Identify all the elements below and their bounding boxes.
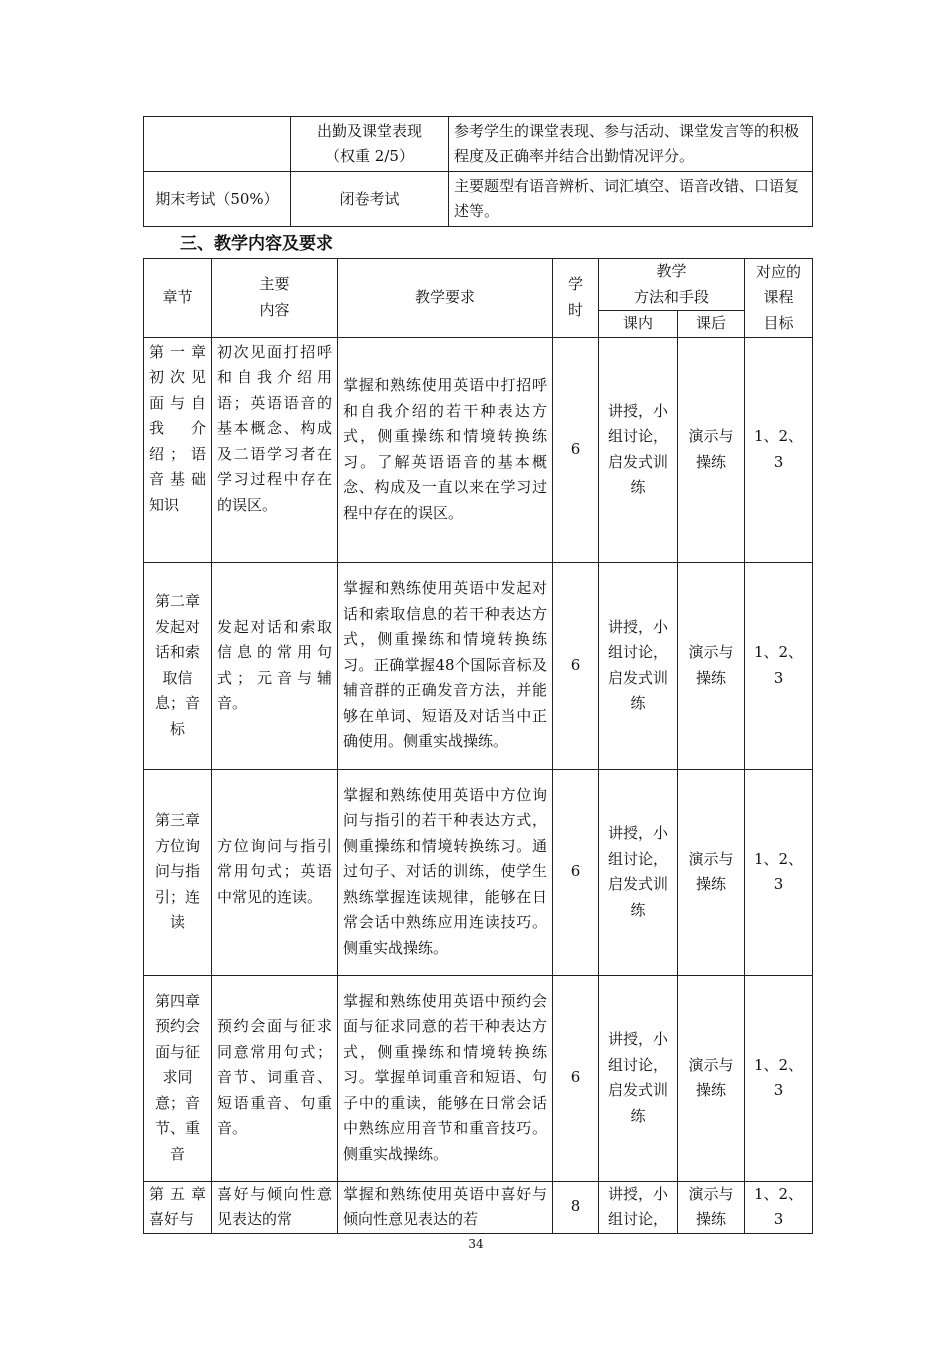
header-line: 教学 (656, 262, 687, 280)
header-line: 时 (567, 300, 583, 319)
table-row (144, 562, 813, 769)
after-class-cell: 演示与操练 (678, 562, 745, 769)
table-row (144, 769, 813, 975)
content-cell: 预约会面与征求同意常用句式；音节、词重音、短语重音、句重音。 (212, 975, 338, 1181)
chapter-cell: 第三章方位询问与指引；连读 (144, 769, 212, 975)
table-row (144, 1181, 813, 1233)
assessment-method: 闭卷考试 (291, 172, 449, 227)
header-row (144, 259, 813, 311)
assessment-table (143, 116, 813, 227)
chapter-cell: 第一章初次见面与自我介绍；语音基础知识 (144, 337, 212, 562)
method-line: 出勤及课堂表现 (316, 122, 422, 140)
objectives-cell: 1、2、3 (745, 975, 813, 1181)
hours-cell: 6 (553, 769, 599, 975)
after-class-cell: 演示与操练 (678, 337, 745, 562)
header-line: 主要 (259, 275, 290, 294)
assessment-description: 参考学生的课堂表现、参与活动、课堂发言等的积极程度及正确率并结合出勤情况评分。 (449, 117, 813, 172)
header-hours (553, 259, 599, 338)
header-in-class: 课内 (599, 311, 678, 338)
header-after-class: 课后 (678, 311, 745, 338)
in-class-cell: 讲授，小组讨论，启发式训练 (599, 769, 678, 975)
objectives-cell: 1、2、3 (745, 337, 813, 562)
method-line: （权重 2/5） (325, 147, 414, 165)
teaching-content-table (143, 258, 813, 1234)
after-class-cell: 演示与操练 (678, 1181, 745, 1233)
section-heading: 三、教学内容及要求 (180, 234, 333, 254)
hours-cell: 8 (553, 1181, 599, 1233)
content-cell: 方位询问与指引常用句式；英语中常见的连读。 (212, 769, 338, 975)
hours-cell: 6 (553, 337, 599, 562)
header-main-content (212, 259, 338, 338)
header-line: 内容 (259, 300, 290, 319)
header-line: 学 (567, 275, 583, 294)
header-methods (599, 259, 745, 311)
table-row (144, 975, 813, 1181)
header-line: 课程 (763, 288, 794, 306)
requirements-cell: 掌握和熟练使用英语中预约会面与征求同意的若干种表达方式，侧重操练和情境转换练习。掌握单词重音和短语、句子中的重读，能够在日常会话中熟练应用音节和重音技巧。侧重实战操练。 (338, 975, 553, 1181)
objectives-cell: 1、2、3 (745, 769, 813, 975)
hours-cell: 6 (553, 562, 599, 769)
objectives-cell: 1、2、3 (745, 1181, 813, 1233)
content-cell: 喜好与倾向性意见表达的常 (212, 1181, 338, 1233)
assessment-description: 主要题型有语音辨析、词汇填空、语音改错、口语复述等。 (449, 172, 813, 227)
chapter-cell: 第五章喜好与 (144, 1181, 212, 1233)
in-class-cell: 讲授，小组讨论，启发式训练 (599, 337, 678, 562)
requirements-cell: 掌握和熟练使用英语中打招呼和自我介绍的若干种表达方式，侧重操练和情境转换练习。了解英语语音的基本概念、构成及一直以来在学习过程中存在的误区。 (338, 337, 553, 562)
table-row (144, 172, 813, 227)
header-line: 方法和手段 (634, 287, 710, 306)
in-class-cell: 讲授，小组讨论， (599, 1181, 678, 1233)
table-row (144, 337, 813, 562)
assessment-category (144, 117, 291, 172)
after-class-cell: 演示与操练 (678, 975, 745, 1181)
content-cell: 发起对话和索取信息的常用句式；元音与辅音。 (212, 562, 338, 769)
after-class-cell: 演示与操练 (678, 769, 745, 975)
header-line: 对应的 (756, 262, 802, 281)
chapter-cell: 第二章发起对话和索取信息；音标 (144, 562, 212, 769)
header-chapter: 章节 (144, 259, 212, 338)
content-cell: 初次见面打招呼和自我介绍用语；英语语音的基本概念、构成及二语学习者在学习过程中存在的误区。 (212, 337, 338, 562)
in-class-cell: 讲授，小组讨论，启发式训练 (599, 975, 678, 1181)
in-class-cell: 讲授，小组讨论，启发式训练 (599, 562, 678, 769)
header-objectives (745, 259, 813, 338)
requirements-cell: 掌握和熟练使用英语中喜好与倾向性意见表达的若 (338, 1181, 553, 1233)
page-number: 34 (468, 1237, 484, 1251)
header-requirements: 教学要求 (338, 259, 553, 338)
header-line: 目标 (763, 313, 794, 332)
requirements-cell: 掌握和熟练使用英语中方位询问与指引的若干种表达方式，侧重操练和情境转换练习。通过句子、对话的训练，使学生熟练掌握连读规律，能够在日常会话中熟练应用连读技巧。侧重实战操练。 (338, 769, 553, 975)
table-row (144, 117, 813, 172)
objectives-cell: 1、2、3 (745, 562, 813, 769)
assessment-method (291, 117, 449, 172)
assessment-category: 期末考试（50%） (144, 172, 291, 227)
hours-cell: 6 (553, 975, 599, 1181)
chapter-cell: 第四章预约会面与征求同意；音节、重音 (144, 975, 212, 1181)
requirements-cell: 掌握和熟练使用英语中发起对话和索取信息的若干种表达方式，侧重操练和情境转换练习。正确掌握48个国际音标及辅音群的正确发音方法，并能够在单词、短语及对话当中正确使用。侧重实战操练。 (338, 562, 553, 769)
